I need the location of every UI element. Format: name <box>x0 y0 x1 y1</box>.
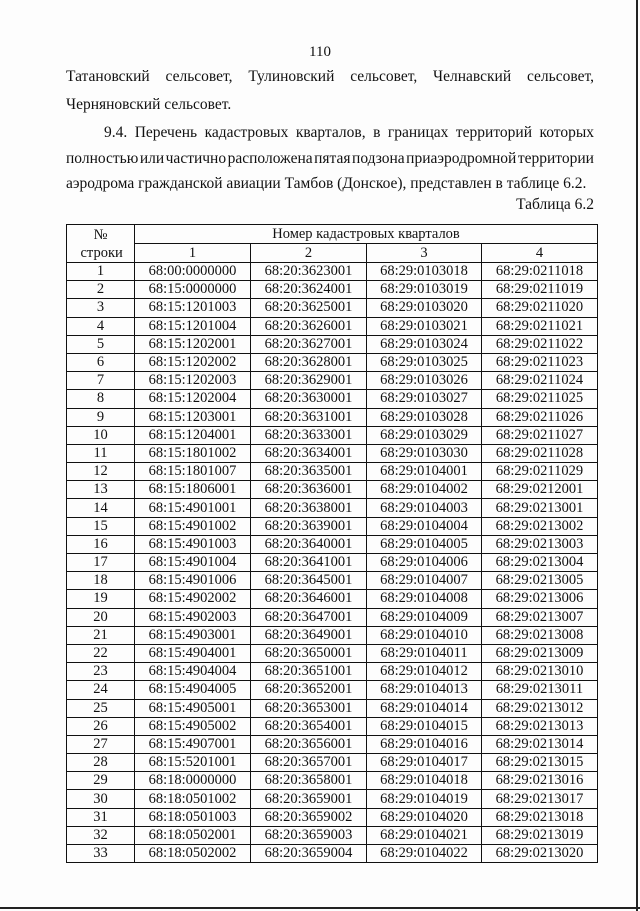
cadastral-number-cell: 68:29:0211028 <box>482 444 598 462</box>
cadastral-number-cell: 68:15:1204001 <box>135 426 251 444</box>
cadastral-number-cell: 68:29:0103018 <box>367 263 482 281</box>
cadastral-number-cell: 68:29:0213003 <box>482 535 598 553</box>
row-number-cell: 25 <box>67 699 135 717</box>
table-row <box>67 335 598 353</box>
cadastral-number-cell: 68:29:0104011 <box>367 644 482 662</box>
page-number: 110 <box>309 44 331 60</box>
table-row <box>67 790 598 808</box>
cadastral-number-cell: 68:20:3641001 <box>251 554 367 572</box>
row-number-cell: 11 <box>67 444 135 462</box>
cadastral-number-cell: 68:20:3625001 <box>251 299 367 317</box>
paragraph-word: кадастровых <box>204 124 289 141</box>
cadastral-number-cell: 68:15:5201001 <box>135 754 251 772</box>
cadastral-number-cell: 68:29:0104007 <box>367 572 482 590</box>
cadastral-number-cell: 68:20:3629001 <box>251 372 367 390</box>
row-number-cell: 12 <box>67 463 135 481</box>
row-number-cell: 17 <box>67 554 135 572</box>
cadastral-number-cell: 68:20:3631001 <box>251 408 367 426</box>
table-row <box>67 554 598 572</box>
cadastral-number-cell: 68:29:0213004 <box>482 554 598 572</box>
cadastral-number-cell: 68:20:3650001 <box>251 644 367 662</box>
row-number-cell: 32 <box>67 826 135 844</box>
table-body <box>67 263 598 863</box>
cadastral-number-cell: 68:18:0502001 <box>135 826 251 844</box>
paragraph-word: расположена <box>227 150 313 167</box>
table-row <box>67 408 598 426</box>
cadastral-number-cell: 68:29:0213001 <box>482 499 598 517</box>
cadastral-number-cell: 68:20:3659003 <box>251 826 367 844</box>
paragraph-word: территории <box>517 150 594 167</box>
row-number-cell: 24 <box>67 681 135 699</box>
row-number-cell: 26 <box>67 717 135 735</box>
cadastral-number-cell: 68:15:4904004 <box>135 663 251 681</box>
row-number-cell: 4 <box>67 317 135 335</box>
cadastral-number-cell: 68:20:3623001 <box>251 263 367 281</box>
row-number-cell: 7 <box>67 372 135 390</box>
table-row <box>67 499 598 517</box>
paragraph-line-2 <box>66 149 594 169</box>
cadastral-number-cell: 68:15:4902003 <box>135 608 251 626</box>
intro-line-2: Черняновский сельсовет. <box>66 96 232 113</box>
cadastral-number-cell: 68:29:0104004 <box>367 517 482 535</box>
table-caption: Таблица 6.2 <box>516 196 594 213</box>
cadastral-number-cell: 68:15:1202002 <box>135 353 251 371</box>
row-number-cell: 29 <box>67 772 135 790</box>
row-number-cell: 5 <box>67 335 135 353</box>
table-row <box>67 299 598 317</box>
table-row <box>67 808 598 826</box>
cadastral-number-cell: 68:20:3656001 <box>251 735 367 753</box>
paragraph-line-1 <box>104 123 594 143</box>
table-row <box>67 390 598 408</box>
cadastral-number-cell: 68:29:0213008 <box>482 626 598 644</box>
table-row <box>67 517 598 535</box>
cadastral-number-cell: 68:29:0104012 <box>367 663 482 681</box>
table-row <box>67 626 598 644</box>
cadastral-number-cell: 68:29:0104017 <box>367 754 482 772</box>
cadastral-number-cell: 68:29:0104005 <box>367 535 482 553</box>
row-number-cell: 3 <box>67 299 135 317</box>
cadastral-number-cell: 68:18:0502002 <box>135 845 251 863</box>
column-number-cell: 2 <box>251 244 367 263</box>
row-number-cell: 14 <box>67 499 135 517</box>
table-row <box>67 826 598 844</box>
cadastral-numbers-header: Номер кадастровых кварталов <box>135 225 598 244</box>
row-number-cell: 33 <box>67 845 135 863</box>
table-row <box>67 735 598 753</box>
row-number-cell: 22 <box>67 644 135 662</box>
cadastral-number-cell: 68:20:3636001 <box>251 481 367 499</box>
cadastral-number-cell: 68:15:4902002 <box>135 590 251 608</box>
cadastral-number-cell: 68:15:1201004 <box>135 317 251 335</box>
intro-word: Татановский <box>66 68 150 85</box>
cadastral-number-cell: 68:29:0213020 <box>482 845 598 863</box>
cadastral-number-cell: 68:20:3638001 <box>251 499 367 517</box>
cadastral-number-cell: 68:29:0104002 <box>367 481 482 499</box>
cadastral-number-cell: 68:29:0213011 <box>482 681 598 699</box>
cadastral-number-cell: 68:20:3652001 <box>251 681 367 699</box>
cadastral-number-cell: 68:20:3647001 <box>251 608 367 626</box>
table-row <box>67 845 598 863</box>
cadastral-number-cell: 68:29:0213014 <box>482 735 598 753</box>
cadastral-number-cell: 68:29:0212001 <box>482 481 598 499</box>
row-number-cell: 18 <box>67 572 135 590</box>
cadastral-number-cell: 68:20:3646001 <box>251 590 367 608</box>
row-number-cell: 21 <box>67 626 135 644</box>
cadastral-number-cell: 68:29:0104018 <box>367 772 482 790</box>
column-number-cell: 4 <box>482 244 598 263</box>
paragraph-word: частично <box>165 150 227 167</box>
cadastral-number-cell: 68:15:4904005 <box>135 681 251 699</box>
cadastral-number-cell: 68:29:0104021 <box>367 826 482 844</box>
cadastral-number-cell: 68:15:4907001 <box>135 735 251 753</box>
table-row <box>67 281 598 299</box>
cadastral-number-cell: 68:15:4905002 <box>135 717 251 735</box>
cadastral-number-cell: 68:18:0501002 <box>135 790 251 808</box>
paragraph-word: 9.4. <box>104 124 128 141</box>
cadastral-number-cell: 68:29:0103020 <box>367 299 482 317</box>
cadastral-number-cell: 68:29:0103029 <box>367 426 482 444</box>
cadastral-number-cell: 68:29:0213018 <box>482 808 598 826</box>
cadastral-number-cell: 68:20:3658001 <box>251 772 367 790</box>
cadastral-number-cell: 68:18:0000000 <box>135 772 251 790</box>
intro-word: сельсовет, <box>526 68 594 85</box>
cadastral-number-cell: 68:20:3657001 <box>251 754 367 772</box>
row-number-cell: 27 <box>67 735 135 753</box>
row-number-cell: 16 <box>67 535 135 553</box>
paragraph-word: полностью <box>66 150 139 167</box>
cadastral-number-cell: 68:00:0000000 <box>135 263 251 281</box>
column-number-cell: 1 <box>135 244 251 263</box>
table-row <box>67 644 598 662</box>
table-row <box>67 463 598 481</box>
cadastral-number-cell: 68:29:0103030 <box>367 444 482 462</box>
paragraph-word: кварталов, <box>295 124 366 141</box>
cadastral-number-cell: 68:29:0104016 <box>367 735 482 753</box>
paragraph-word: которых <box>539 124 594 141</box>
cadastral-number-cell: 68:20:3639001 <box>251 517 367 535</box>
cadastral-number-cell: 68:29:0213012 <box>482 699 598 717</box>
cadastral-number-cell: 68:29:0103025 <box>367 353 482 371</box>
scan-edge-right <box>636 0 638 911</box>
cadastral-number-cell: 68:20:3659004 <box>251 845 367 863</box>
cadastral-number-cell: 68:29:0104013 <box>367 681 482 699</box>
cadastral-number-cell: 68:29:0211023 <box>482 353 598 371</box>
cadastral-number-cell: 68:20:3624001 <box>251 281 367 299</box>
table-row <box>67 681 598 699</box>
cadastral-number-cell: 68:15:1801007 <box>135 463 251 481</box>
cadastral-number-cell: 68:15:1203001 <box>135 408 251 426</box>
cadastral-number-cell: 68:20:3640001 <box>251 535 367 553</box>
cadastral-number-cell: 68:20:3626001 <box>251 317 367 335</box>
table-row <box>67 663 598 681</box>
paragraph-word: приаэродромной <box>406 150 517 167</box>
intro-word: сельсовет, <box>165 68 233 85</box>
cadastral-number-cell: 68:29:0211020 <box>482 299 598 317</box>
cadastral-number-cell: 68:29:0211018 <box>482 263 598 281</box>
cadastral-number-cell: 68:20:3634001 <box>251 444 367 462</box>
table-row <box>67 535 598 553</box>
row-number-cell: 15 <box>67 517 135 535</box>
cadastral-number-cell: 68:20:3635001 <box>251 463 367 481</box>
row-number-cell: 1 <box>67 263 135 281</box>
cadastral-number-cell: 68:29:0213019 <box>482 826 598 844</box>
table-row <box>67 572 598 590</box>
cadastral-number-cell: 68:29:0104014 <box>367 699 482 717</box>
table-row <box>67 754 598 772</box>
table-row <box>67 699 598 717</box>
cadastral-number-cell: 68:29:0211021 <box>482 317 598 335</box>
row-number-cell: 8 <box>67 390 135 408</box>
cadastral-number-cell: 68:15:4905001 <box>135 699 251 717</box>
cadastral-number-cell: 68:29:0104009 <box>367 608 482 626</box>
row-number-cell: 13 <box>67 481 135 499</box>
cadastral-number-cell: 68:29:0104022 <box>367 845 482 863</box>
cadastral-number-cell: 68:29:0213006 <box>482 590 598 608</box>
intro-line-1 <box>66 67 594 87</box>
cadastral-number-cell: 68:29:0104008 <box>367 590 482 608</box>
paragraph-word: в <box>373 124 381 141</box>
cadastral-number-cell: 68:29:0103019 <box>367 281 482 299</box>
cadastral-number-cell: 68:29:0104001 <box>367 463 482 481</box>
cadastral-number-cell: 68:15:4901003 <box>135 535 251 553</box>
intro-word: Тулиновский <box>248 68 335 85</box>
cadastral-number-cell: 68:29:0213009 <box>482 644 598 662</box>
cadastral-number-cell: 68:29:0213016 <box>482 772 598 790</box>
cadastral-number-cell: 68:29:0211026 <box>482 408 598 426</box>
row-number-cell: 6 <box>67 353 135 371</box>
cadastral-number-cell: 68:20:3651001 <box>251 663 367 681</box>
cadastral-number-cell: 68:29:0104015 <box>367 717 482 735</box>
cadastral-number-cell: 68:29:0211022 <box>482 335 598 353</box>
cadastral-number-cell: 68:29:0213005 <box>482 572 598 590</box>
column-number-row <box>67 244 598 263</box>
cadastral-number-cell: 68:29:0213017 <box>482 790 598 808</box>
cadastral-number-cell: 68:29:0103024 <box>367 335 482 353</box>
row-number-cell: 28 <box>67 754 135 772</box>
cadastral-number-cell: 68:29:0211019 <box>482 281 598 299</box>
paragraph-word: границах <box>387 124 449 141</box>
cadastral-number-cell: 68:29:0211025 <box>482 390 598 408</box>
cadastral-number-cell: 68:29:0213013 <box>482 717 598 735</box>
table-row <box>67 608 598 626</box>
cadastral-number-cell: 68:15:4904001 <box>135 644 251 662</box>
row-number-cell: 19 <box>67 590 135 608</box>
cadastral-number-cell: 68:15:1806001 <box>135 481 251 499</box>
cadastral-number-cell: 68:15:1201003 <box>135 299 251 317</box>
cadastral-number-cell: 68:20:3645001 <box>251 572 367 590</box>
paragraph-word: пятая <box>314 150 351 167</box>
cadastral-number-cell: 68:20:3627001 <box>251 335 367 353</box>
paragraph-word: территорий <box>455 124 532 141</box>
cadastral-number-cell: 68:20:3659002 <box>251 808 367 826</box>
table-row <box>67 444 598 462</box>
cadastral-number-cell: 68:29:0213010 <box>482 663 598 681</box>
scan-edge-bottom <box>0 907 640 909</box>
cadastral-number-cell: 68:15:1202004 <box>135 390 251 408</box>
paragraph-word: Перечень <box>134 124 198 141</box>
cadastral-number-cell: 68:15:1801002 <box>135 444 251 462</box>
table-row <box>67 426 598 444</box>
cadastral-number-cell: 68:15:1202003 <box>135 372 251 390</box>
cadastral-number-cell: 68:20:3649001 <box>251 626 367 644</box>
cadastral-number-cell: 68:29:0104010 <box>367 626 482 644</box>
cadastral-number-cell: 68:15:4901001 <box>135 499 251 517</box>
row-number-cell: 30 <box>67 790 135 808</box>
cadastral-number-cell: 68:20:3630001 <box>251 390 367 408</box>
paragraph-word: подзона <box>352 150 405 167</box>
cadastral-number-cell: 68:15:4903001 <box>135 626 251 644</box>
table-row <box>67 590 598 608</box>
cadastral-number-cell: 68:15:4901004 <box>135 554 251 572</box>
cadastral-number-cell: 68:15:1202001 <box>135 335 251 353</box>
cadastral-number-cell: 68:29:0211024 <box>482 372 598 390</box>
cadastral-number-cell: 68:20:3654001 <box>251 717 367 735</box>
row-number-cell: 20 <box>67 608 135 626</box>
cadastral-number-cell: 68:20:3628001 <box>251 353 367 371</box>
table-row <box>67 263 598 281</box>
row-number-header-label: № строки <box>80 226 123 261</box>
column-number-cell: 3 <box>367 244 482 263</box>
row-number-cell: 31 <box>67 808 135 826</box>
cadastral-number-cell: 68:29:0104020 <box>367 808 482 826</box>
row-number-cell: 10 <box>67 426 135 444</box>
paragraph-word: или <box>139 150 165 167</box>
cadastral-number-cell: 68:29:0103027 <box>367 390 482 408</box>
table-row <box>67 772 598 790</box>
cadastral-number-cell: 68:20:3659001 <box>251 790 367 808</box>
row-number-header <box>67 225 135 263</box>
cadastral-number-cell: 68:15:4901006 <box>135 572 251 590</box>
cadastral-number-cell: 68:29:0104006 <box>367 554 482 572</box>
intro-word: Челнавский <box>433 68 512 85</box>
cadastral-number-cell: 68:18:0501003 <box>135 808 251 826</box>
cadastral-number-cell: 68:29:0211027 <box>482 426 598 444</box>
intro-word: сельсовет, <box>350 68 418 85</box>
row-number-cell: 9 <box>67 408 135 426</box>
cadastral-number-cell: 68:29:0104003 <box>367 499 482 517</box>
paragraph-line-3: аэродрома гражданской авиации Тамбов (Донское), представлен в таблице 6.2. <box>66 175 587 192</box>
row-number-cell: 2 <box>67 281 135 299</box>
cadastral-number-cell: 68:29:0103028 <box>367 408 482 426</box>
cadastral-quarters-table <box>66 224 598 863</box>
table-row <box>67 353 598 371</box>
table-row <box>67 481 598 499</box>
cadastral-number-cell: 68:29:0104019 <box>367 790 482 808</box>
cadastral-number-cell: 68:15:0000000 <box>135 281 251 299</box>
cadastral-number-cell: 68:20:3633001 <box>251 426 367 444</box>
table-row <box>67 717 598 735</box>
cadastral-number-cell: 68:29:0213007 <box>482 608 598 626</box>
row-number-cell: 23 <box>67 663 135 681</box>
table-header-row <box>67 225 598 244</box>
cadastral-number-cell: 68:29:0211029 <box>482 463 598 481</box>
cadastral-number-cell: 68:29:0103026 <box>367 372 482 390</box>
cadastral-number-cell: 68:29:0213002 <box>482 517 598 535</box>
table-row <box>67 372 598 390</box>
cadastral-number-cell: 68:29:0213015 <box>482 754 598 772</box>
cadastral-number-cell: 68:29:0103021 <box>367 317 482 335</box>
table-row <box>67 317 598 335</box>
cadastral-number-cell: 68:15:4901002 <box>135 517 251 535</box>
cadastral-number-cell: 68:20:3653001 <box>251 699 367 717</box>
